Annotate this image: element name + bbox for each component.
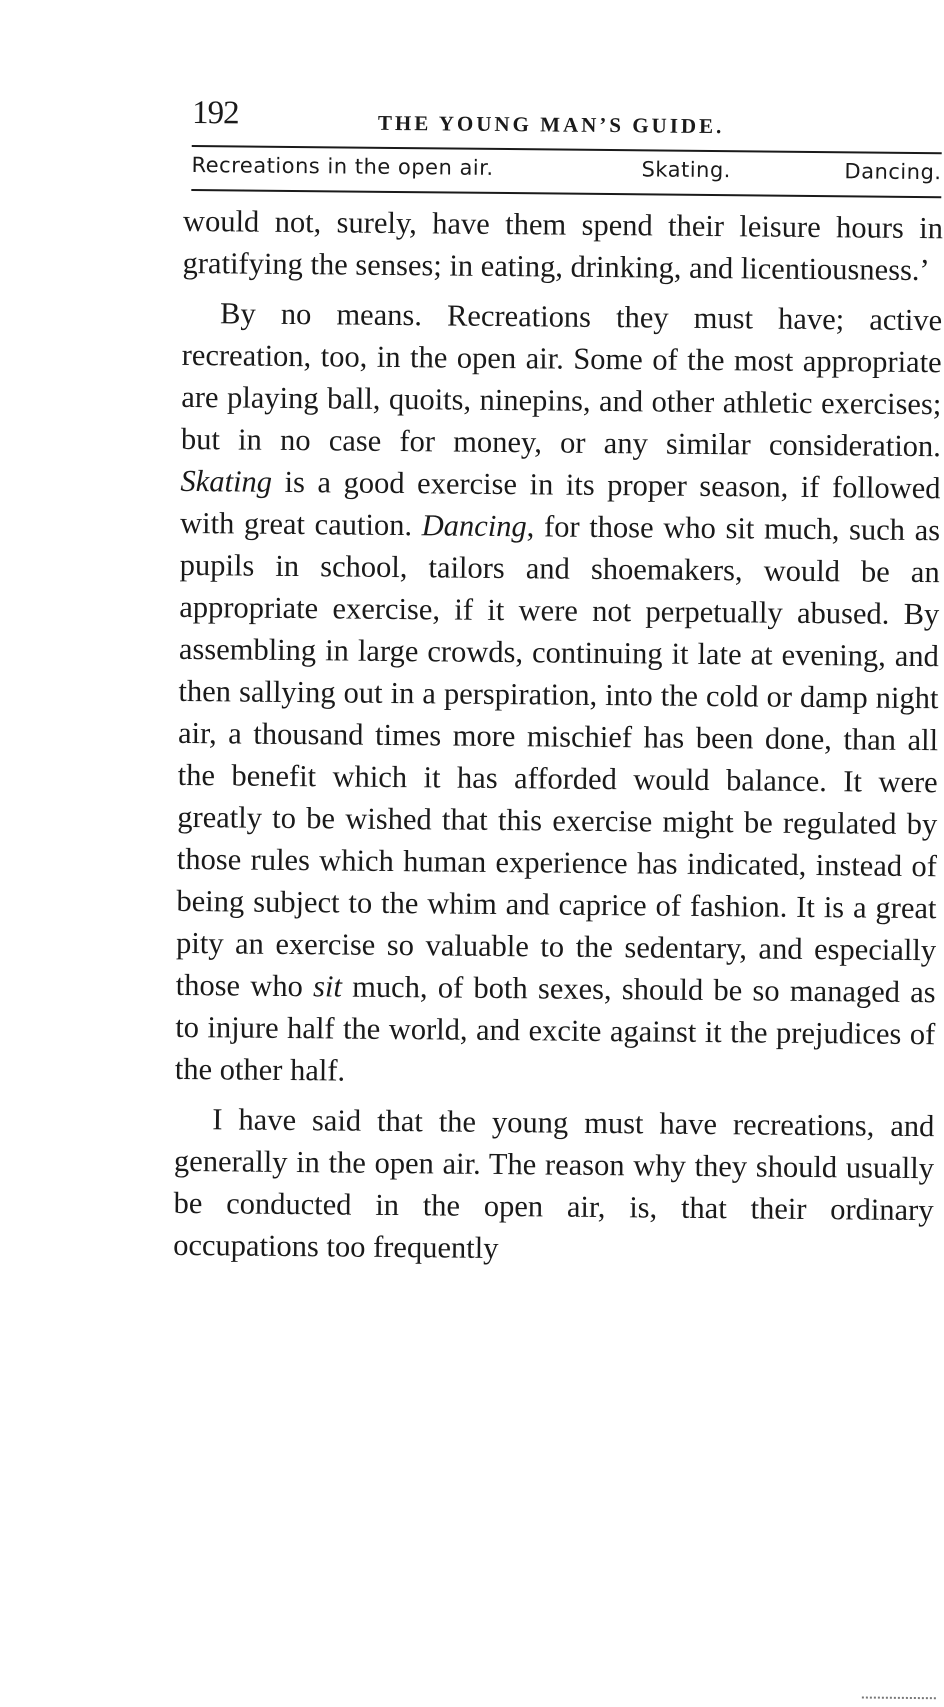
paragraph-continuation: would not, surely, have them spend their leisure hours in gratifying the senses; in eating, drinking, and licentiousness.’ xyxy=(182,203,944,288)
section-subheads xyxy=(191,149,941,194)
paragraph-open-air: I have said that the young must have recreations, and generally in the open air. The reason why they should usually be conducted in the open air, is, that their ordinary occupations too frequently xyxy=(173,1102,935,1266)
subhead-dancing: Dancing. xyxy=(844,159,942,185)
running-head xyxy=(192,89,942,144)
subhead-skating: Skating. xyxy=(641,157,732,183)
paragraph-text: By no means. Recreations they must have; active recreation, too, in the open air. Some of the most appropriate are playing ball, quoits, ninepins, and other athletic exercises; but in no case for money, or any similar consideration. xyxy=(180,296,943,464)
paragraph-text: , for those who sit much, such as pupils in school, tailors and shoemakers, would be an appropriate exercise, if it were not perpetually abused. By assembling in large crowds, continuing it late at evening, and then sallying out in a perspiration, into the cold or damp night air, a thousand times more mischief has been done, than all the benefit which it has afforded would balance. It were greatly to be wished that this exercise might be regulated by those rules which human experience has indicated, instead of being subject to the whim and caprice of fashion. It is a great pity an exercise so valuable to the sedentary, and especially those who xyxy=(175,509,941,1004)
emphasis-sit: sit xyxy=(312,969,343,1004)
page-number: 192 xyxy=(191,95,239,132)
subhead-recreations: Recreations in the open air. xyxy=(191,153,494,180)
emphasis-dancing: Dancing xyxy=(421,508,527,544)
emphasis-skating: Skating xyxy=(180,463,273,499)
scan-edge-mark xyxy=(862,1697,936,1703)
paragraph-text: is a good exercise in its proper season, if followed with great caution. xyxy=(179,464,941,543)
paragraph-text: much, of both sexes, should be so managed as to injure half the world, and excite against it the prejudices of the other half. xyxy=(174,969,936,1088)
book-title: THE YOUNG MAN’S GUIDE. xyxy=(377,110,725,139)
body-text xyxy=(173,200,943,1273)
paragraph-recreations xyxy=(175,292,943,1097)
